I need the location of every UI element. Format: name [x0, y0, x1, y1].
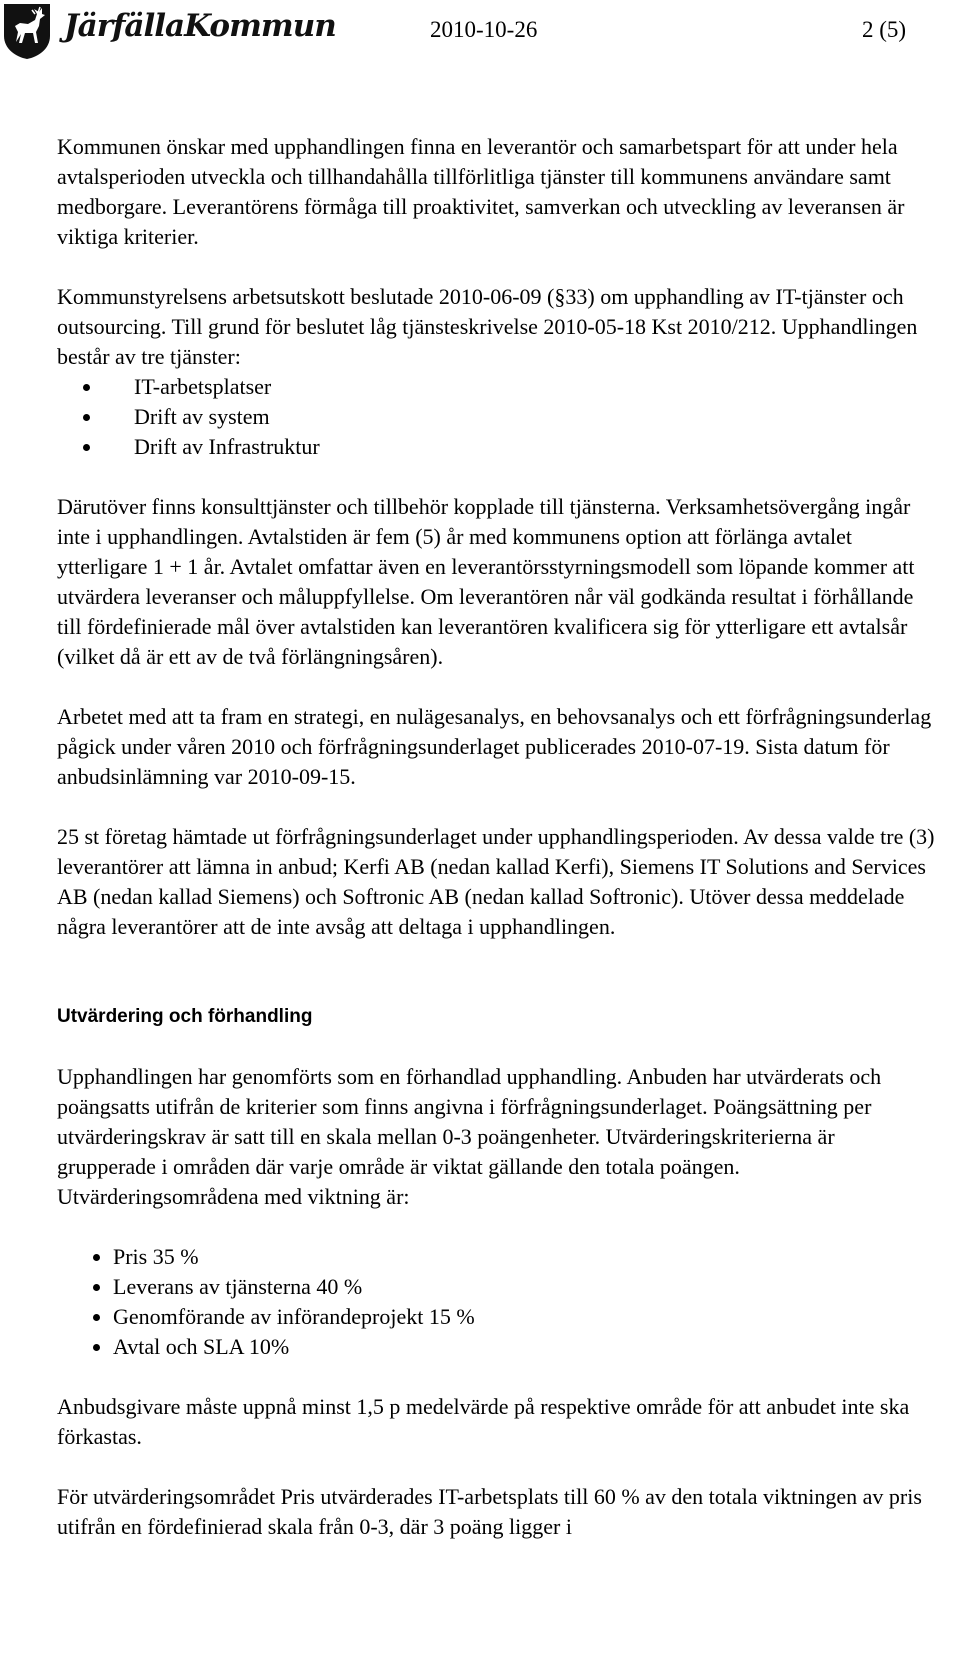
paragraph: Kommunen önskar med upphandlingen finna en leverantör och samarbetspart för att under hela avtalsperioden utveckla och tillhandahålla tillförlitliga tjänster till kommunens användare samt medborgare. Leverantörens förmåga till proaktivitet, samverkan och utveckling av leveransen är viktiga kriterier. — [57, 134, 905, 249]
paragraph: Upphandlingen har genomförts som en förhandlad upphandling. Anbuden har utvärderats och poängsatts utifrån de kriterier som finns angivna i förfrågningsunderlaget. Poängsättning per utvärderingskrav är satt till en skala mellan 0-3 poängenheter. Utvärderingskriterierna är grupperade i områden där varje område är viktat gällande den totala poängen. Utvärderingsområdena med viktning är: — [57, 1064, 882, 1209]
section-heading: Utvärdering och förhandling — [57, 1006, 313, 1027]
list-item: IT-arbetsplatser — [57, 372, 937, 402]
paragraph: Därutöver finns konsulttjänster och tillbehör kopplade till tjänsterna. Verksamhetsövergång ingår inte i upphandlingen. Avtalstiden är fem (5) år med kommunens option att förlänga avtalet ytterligare 1 + 1 år. Avtalet omfattar även en leverantörsstyrningsmodell som löpande kommer att utvärdera leveranser och måluppfyllelse. Om leverantören når väl godkända resultat i förhållande till fördefinierade mål över avtalstiden kan leverantören kvalificera sig för ytterligare ett avtalsår (vilket då är ett av de två förlängningsåren). — [57, 494, 915, 669]
list-item: Avtal och SLA 10% — [57, 1332, 937, 1362]
list-item: Leverans av tjänsterna 40 % — [57, 1272, 937, 1302]
page-header — [0, 0, 960, 70]
list-item: Drift av Infrastruktur — [57, 432, 937, 462]
page-number: 2 (5) — [862, 17, 907, 42]
list-item: Pris 35 % — [57, 1242, 937, 1272]
weights-list — [57, 1242, 937, 1362]
coat-of-arms-icon — [2, 2, 52, 60]
paragraph: Arbetet med att ta fram en strategi, en nulägesanalys, en behovsanalys och ett förfrågningsunderlag pågick under våren 2010 och förfrågningsunderlaget publicerades 2010-07-19. Sista datum för anbudsinlämning var 2010-09-15. — [57, 704, 932, 789]
paragraph: 25 st företag hämtade ut förfrågningsunderlaget under upphandlingsperioden. Av dessa valde tre (3) leverantörer att lämna in anbud; Kerfi AB (nedan kallad Kerfi), Siemens IT Solutions and Services AB (nedan kallad Siemens) och Softronic AB (nedan kallad Softronic). Utöver dessa meddelade några leverantörer att de inte avsåg att deltaga i upphandlingen. — [57, 824, 935, 939]
paragraph: Anbudsgivare måste uppnå minst 1,5 p medelvärde på respektive område för att anbudet inte ska förkastas. — [57, 1394, 910, 1449]
logo-text: JärfällaKommun — [64, 8, 336, 44]
list-item: Drift av system — [57, 402, 937, 432]
document-date: 2010-10-26 — [430, 17, 538, 42]
list-item: Genomförande av införandeprojekt 15 % — [57, 1302, 937, 1332]
paragraph: För utvärderingsområdet Pris utvärderades IT-arbetsplats till 60 % av den totala viktningen av pris utifrån en fördefinierad skala från 0-3, där 3 poäng ligger i — [57, 1484, 922, 1539]
paragraph: Kommunstyrelsens arbetsutskott beslutade 2010-06-09 (§33) om upphandling av IT-tjänster och outsourcing. Till grund för beslutet låg tjänsteskrivelse 2010-05-18 Kst 2010/212. Upphandlingen består av tre tjänster: — [57, 284, 918, 369]
document-body — [57, 132, 937, 1542]
services-list — [57, 372, 937, 462]
